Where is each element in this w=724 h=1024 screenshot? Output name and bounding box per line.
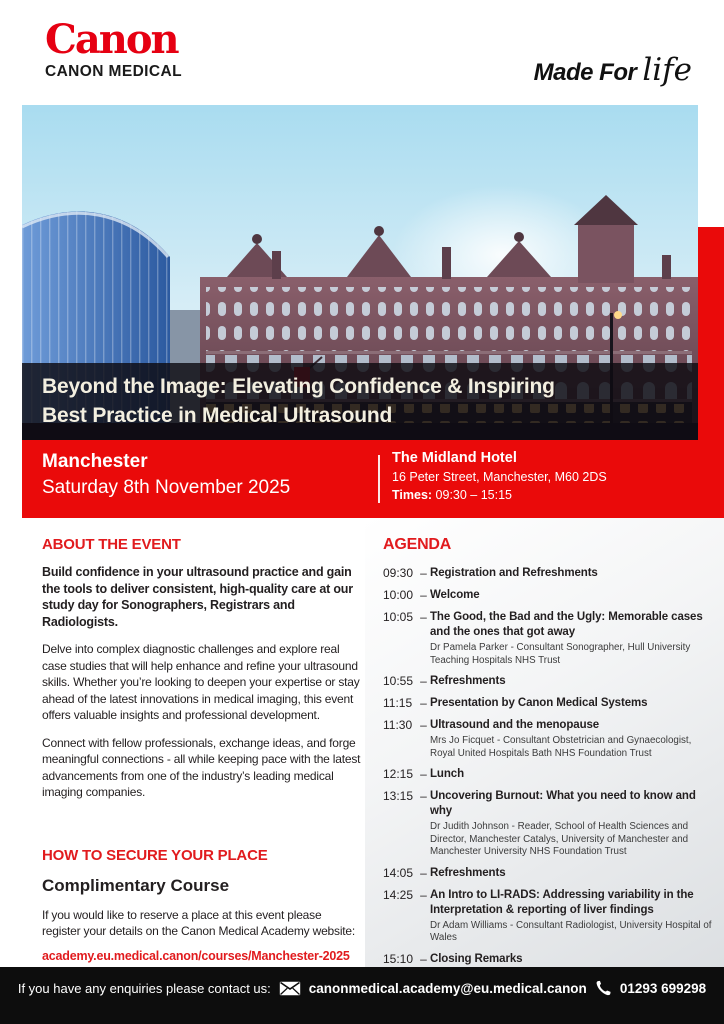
agenda-dash: –: [420, 588, 427, 602]
agenda-item: [383, 952, 716, 967]
agenda-item-body: [430, 789, 716, 859]
agenda-panel: [365, 518, 724, 967]
about-heading: ABOUT THE EVENT: [42, 536, 181, 553]
agenda-item-body: [430, 866, 716, 881]
canon-medical-wordmark: CANON MEDICAL: [45, 63, 182, 80]
venue-name: The Midland Hotel: [392, 450, 517, 466]
agenda-item-body: [430, 696, 716, 711]
agenda-dash: –: [420, 951, 427, 966]
agenda-time: 12:15: [383, 767, 414, 781]
agenda-item: [383, 566, 716, 581]
agenda-item: [383, 674, 716, 689]
event-banner: [22, 440, 724, 518]
event-city: Manchester: [42, 451, 148, 472]
agenda-item: [383, 866, 716, 881]
canon-logo: Canon: [45, 16, 178, 63]
agenda-title: Refreshments: [430, 866, 506, 879]
agenda-time: 15:10: [383, 951, 414, 966]
agenda-time: 10:55: [383, 674, 414, 688]
footer-phone[interactable]: 01293 699298: [619, 981, 707, 996]
event-title-line1: Beyond the Image: Elevating Confidence & Inspiring: [42, 375, 555, 398]
left-column: [42, 518, 362, 967]
agenda-speaker: Mrs Jo Ficquet - Consultant Obstetrician and Gynaecologist, Royal United Hospitals Bath NHS Foundation Trust: [430, 735, 692, 759]
agenda-dash: –: [420, 610, 427, 624]
agenda-time: 14:05: [383, 865, 414, 880]
agenda-time: 13:15: [383, 789, 414, 803]
hero-title-band: [22, 363, 698, 440]
agenda-title: Closing Remarks: [430, 952, 523, 965]
agenda-item-body: [430, 718, 716, 760]
agenda-item-body: [430, 888, 716, 945]
agenda-time: 09:30: [383, 566, 414, 580]
event-location-block: [42, 449, 290, 501]
times-label: Times:: [392, 488, 433, 502]
agenda-dash: –: [420, 789, 427, 803]
made-for-life-tagline: [534, 52, 692, 88]
times-value: 09:30 – 15:15: [432, 488, 513, 502]
complimentary-course-subheading: Complimentary Course: [42, 875, 230, 895]
agenda-dash: –: [420, 674, 427, 688]
footer-email[interactable]: canonmedical.academy@eu.medical.canon: [308, 981, 587, 996]
agenda-item: [383, 610, 716, 667]
agenda-title: Lunch: [430, 768, 464, 780]
agenda-dash: –: [420, 718, 427, 732]
about-paragraph-1: Build confidence in your ultrasound practice and gain the tools to deliver consistent, high-quality care at our study day for Sonographers, Registrars and Radiologists.: [42, 565, 353, 629]
secure-place-body: If you would like to reserve a place at this event please register your details on the Canon Medical Academy website:: [42, 907, 356, 938]
tagline-script: life: [642, 52, 692, 88]
agenda-time: 11:30: [383, 718, 413, 732]
agenda-speaker: Dr Pamela Parker - Consultant Sonographer, Hull University Teaching Hospitals NHS Trust: [430, 642, 691, 666]
agenda-title: Welcome: [430, 589, 480, 601]
footer-label: If you have any enquiries please contact us:: [17, 981, 271, 996]
venue-times: [392, 486, 607, 504]
phone-icon: [595, 980, 612, 997]
canon-logo-block: [45, 18, 182, 81]
venue-photo: [22, 105, 698, 440]
agenda-item-body: [430, 588, 716, 603]
agenda-item: [383, 888, 716, 945]
registration-link[interactable]: academy.eu.medical.canon/courses/Manchester-2025: [42, 948, 350, 963]
agenda-speaker: Dr Adam Williams - Consultant Radiologist, University Hospital of Wales: [430, 919, 712, 943]
agenda-item-body: [430, 674, 716, 689]
about-paragraph-3: Connect with fellow professionals, exchange ideas, and forge meaningful connections - all while keeping pace with the latest advancements from one of the industry’s leading medical imaging companies.: [42, 735, 361, 799]
agenda-title: Uncovering Burnout: What you need to know and why: [430, 790, 696, 817]
venue-address: 16 Peter Street, Manchester, M60 2DS: [392, 470, 607, 484]
agenda-dash: –: [420, 865, 427, 880]
agenda-time: 10:00: [383, 588, 414, 602]
agenda-title: Refreshments: [430, 675, 506, 687]
agenda-item-body: [430, 952, 716, 967]
agenda-heading: AGENDA: [383, 536, 452, 553]
agenda-item-body: [430, 566, 716, 581]
agenda-dash: –: [420, 887, 427, 902]
agenda-title: An Intro to LI-RADS: Addressing variability in the Interpretation & reporting of liver findings: [430, 888, 694, 916]
agenda-dash: –: [420, 767, 427, 781]
agenda-speaker: Dr Judith Johnson - Reader, School of Health Sciences and Director, Manchester Catalys, University of Manchester and Manchester University NHS Foundation Trust: [430, 821, 689, 857]
agenda-time: 14:25: [383, 887, 414, 902]
agenda-item: [383, 696, 716, 711]
agenda-item: [383, 588, 716, 603]
agenda-item: [383, 718, 716, 760]
agenda-list: [383, 566, 716, 967]
tagline-prefix: Made For: [533, 59, 637, 86]
agenda-dash: –: [420, 566, 427, 580]
agenda-title: Presentation by Canon Medical Systems: [430, 697, 648, 709]
about-paragraph-2: Delve into complex diagnostic challenges and explore real case studies that will help enhance and refine your ultrasound skills. Whether you’re looking to deepen your expertise or stay ahead of the latest innovations in medical imaging, this event offers valuable insights and professional development.: [42, 642, 360, 722]
agenda-item: [383, 789, 716, 859]
envelope-icon: [279, 981, 301, 996]
right-red-accent-strip: [698, 227, 724, 440]
footer-contact-bar: [0, 967, 724, 1024]
event-title-line2: Best Practice in Medical Ultrasound: [42, 404, 393, 427]
secure-place-heading: HOW TO SECURE YOUR PLACE: [42, 846, 268, 864]
agenda-item-body: [430, 767, 716, 782]
agenda-title: The Good, the Bad and the Ugly: Memorable cases and the ones that got away: [430, 611, 703, 638]
agenda-item-body: [430, 610, 716, 667]
agenda-title: Registration and Refreshments: [430, 567, 598, 579]
banner-divider: [378, 455, 380, 503]
venue-block: [392, 448, 607, 504]
event-date: Saturday 8th November 2025: [42, 477, 291, 498]
agenda-title: Ultrasound and the menopause: [430, 719, 600, 731]
agenda-time: 10:05: [383, 610, 414, 624]
agenda-dash: –: [420, 696, 427, 710]
agenda-item: [383, 767, 716, 782]
agenda-time: 11:15: [383, 696, 413, 710]
